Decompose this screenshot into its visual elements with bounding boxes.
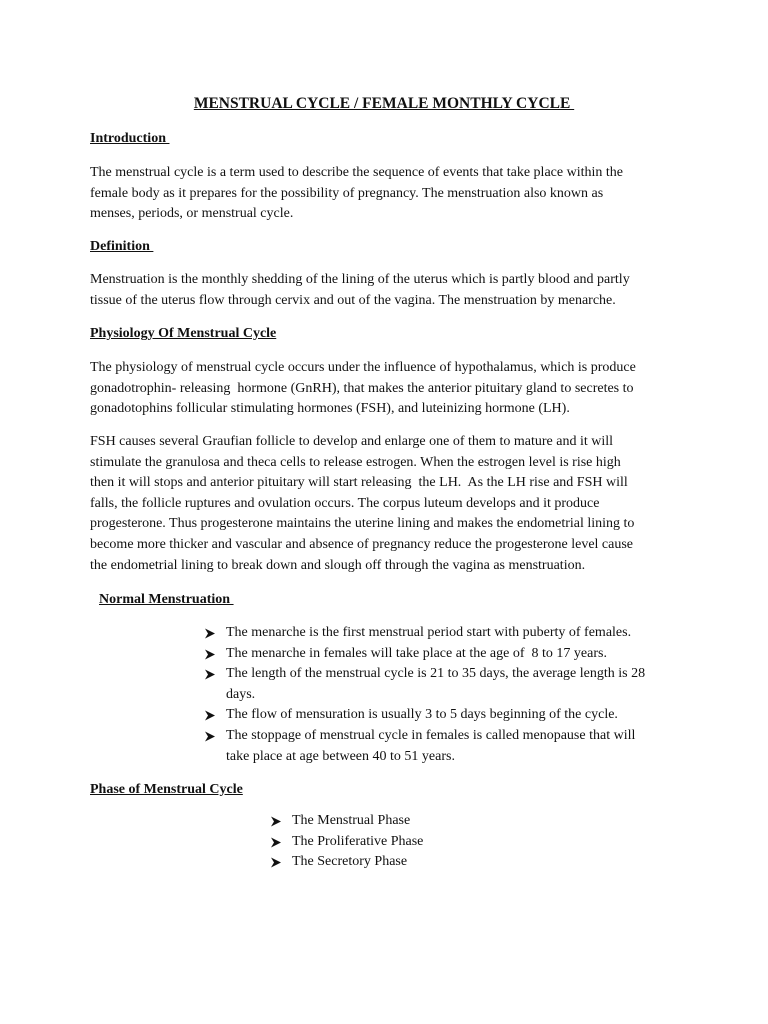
list-item [204, 726, 694, 767]
heading-phase: Phase of Menstrual Cycle [90, 782, 243, 797]
arrow-right-bullet-icon [204, 710, 216, 721]
heading-normal-menstruation: Normal Menstruation [99, 592, 234, 607]
arrow-right-bullet-icon [204, 649, 216, 660]
text-line: The stoppage of menstrual cycle in females is called menopause that will [226, 727, 636, 743]
text-line: then it will stops and anterior pituitary will start releasing the LH. As the LH rise and FSH will [90, 475, 628, 491]
text-line: gonadotrophin- releasing hormone (GnRH), that makes the anterior pituitary gland to secretes to [90, 380, 634, 396]
heading-definition: Definition [90, 239, 154, 254]
text-line: tissue of the uterus flow through cervix and out of the vagina. The menstruation by menarche. [90, 292, 616, 308]
text-line: progesterone. Thus progesterone maintains the uterine lining and makes the endometrial lining to [90, 516, 635, 532]
list-item [204, 623, 694, 644]
text-line: become more thicker and vascular and absence of pregnancy reduce the progesterone level cause [90, 536, 634, 552]
text-line: stimulate the granulosa and theca cells to release estrogen. When the estrogen level is rise high [90, 454, 621, 470]
list-item [204, 644, 694, 665]
paragraph-introduction [90, 163, 690, 225]
heading-physiology: Physiology Of Menstrual Cycle [90, 326, 277, 341]
arrow-right-bullet-icon [204, 628, 216, 639]
heading-introduction: Introduction [90, 131, 170, 146]
text-line: The Secretory Phase [292, 854, 408, 870]
text-line: The menstrual cycle is a term used to describe the sequence of events that take place within the [90, 165, 623, 180]
list-item [270, 852, 570, 873]
text-line: gonadotophins follicular stimulating hormones (FSH), and luteinizing hormone (LH). [90, 401, 570, 417]
document-title: MENSTRUAL CYCLE / FEMALE MONTHLY CYCLE [193, 95, 575, 112]
normal-menstruation-list [204, 623, 694, 767]
text-line: The physiology of menstrual cycle occurs under the influence of hypothalamus, which is produce [90, 360, 636, 375]
text-line: The length of the menstrual cycle is 21 to 35 days, the average length is 28 [226, 666, 646, 682]
arrow-right-bullet-icon [204, 669, 216, 680]
arrow-right-bullet-icon [270, 857, 282, 868]
text-line: The Menstrual Phase [292, 813, 411, 828]
arrow-right-bullet-icon [270, 816, 282, 827]
list-item [270, 832, 570, 853]
list-item [270, 811, 570, 832]
text-line: the endometrial lining to break down and slough off through the vagina as menstruation. [90, 557, 586, 573]
text-line: days. [226, 686, 256, 702]
list-item [204, 705, 694, 726]
phase-list [270, 811, 570, 873]
text-line: The menarche in females will take place at the age of 8 to 17 years. [226, 645, 607, 661]
text-line: FSH causes several Graufian follicle to develop and enlarge one of them to mature and it will [90, 434, 614, 449]
list-item [204, 664, 694, 705]
text-line: falls, the follicle ruptures and ovulation occurs. The corpus luteum develops and it produce [90, 495, 600, 511]
text-line: The Proliferative Phase [292, 833, 424, 849]
text-line: The menarche is the first menstrual period start with puberty of females. [226, 625, 632, 640]
paragraph-physiology-2 [90, 432, 690, 576]
text-line: menses, periods, or menstrual cycle. [90, 206, 294, 222]
arrow-right-bullet-icon [204, 731, 216, 742]
paragraph-physiology-1 [90, 358, 690, 420]
paragraph-definition [90, 270, 690, 311]
text-line: take place at age between 40 to 51 years. [226, 748, 455, 764]
text-line: female body as it prepares for the possibility of pregnancy. The menstruation also known as [90, 185, 604, 201]
text-line: Menstruation is the monthly shedding of the lining of the uterus which is partly blood and partly [90, 272, 630, 287]
text-line: The flow of mensuration is usually 3 to 5 days beginning of the cycle. [226, 707, 618, 723]
arrow-right-bullet-icon [270, 837, 282, 848]
